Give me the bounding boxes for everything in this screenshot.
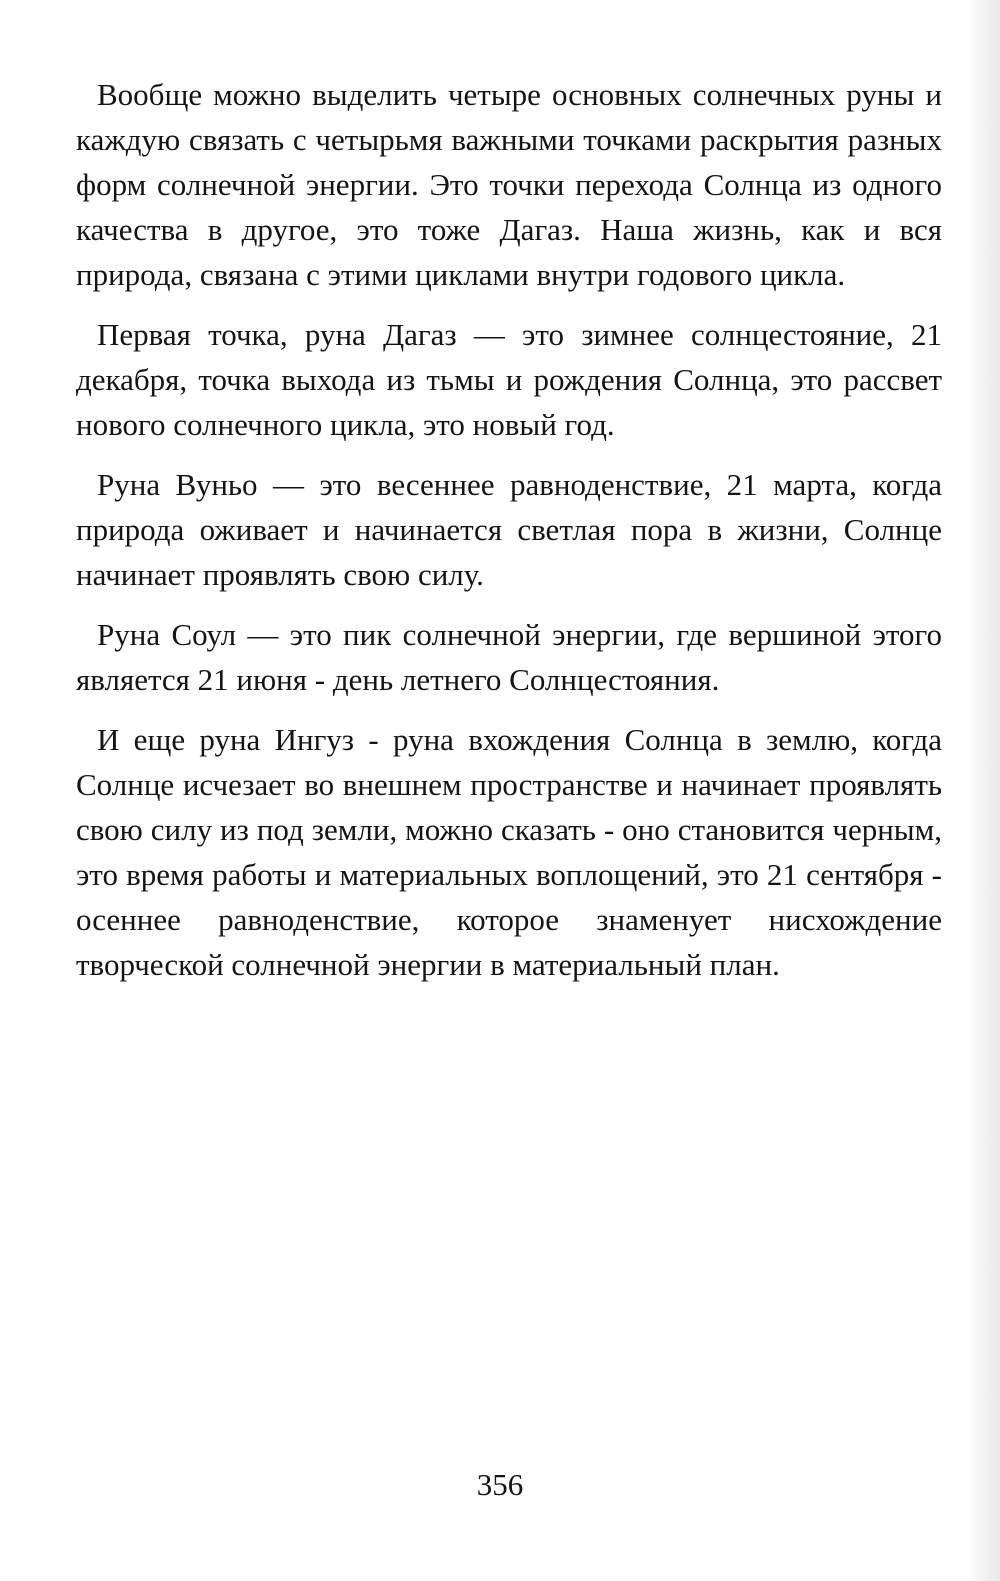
paragraph-4: Руна Соул — это пик солнечной энергии, где вершиной этого является 21 июня - день летнего Солнцестояния. — [76, 617, 942, 697]
page-edge-shadow — [968, 0, 1000, 1581]
paragraph-1: Вообще можно выделить четыре основных солнечных руны и каждую связать с четырьмя важными точками раскрытия разных форм солнечной энергии. Это точки перехода Солнца из одного качества в другое, это тоже Дагаз. Наша жизнь, как и вся природа, связана с этими циклами внутри годового цикла. — [76, 77, 942, 292]
page-number: 356 — [476, 1467, 524, 1502]
paragraph-3: Руна Вуньо — это весеннее равноденствие, 21 марта, когда природа оживает и начинается светлая пора в жизни, Солнце начинает проявлять свою силу. — [76, 467, 942, 592]
paragraph-2: Первая точка, руна Дагаз — это зимнее солнцестояние, 21 декабря, точка выхода из тьмы и рождения Солнца, это рассвет нового солнечного цикла, это новый год. — [76, 317, 942, 442]
paragraph-5: И еще руна Ингуз - руна вхождения Солнца в землю, когда Солнце исчезает во внешнем пространстве и начинает проявлять свою силу из под земли, можно сказать - оно становится черным, это время работы и материальных воплощений, это 21 сентября - осеннее равноденствие, которое знаменует нисхождение творческой солнечной энергии в материальный план. — [76, 722, 942, 982]
body-text — [76, 72, 942, 1002]
